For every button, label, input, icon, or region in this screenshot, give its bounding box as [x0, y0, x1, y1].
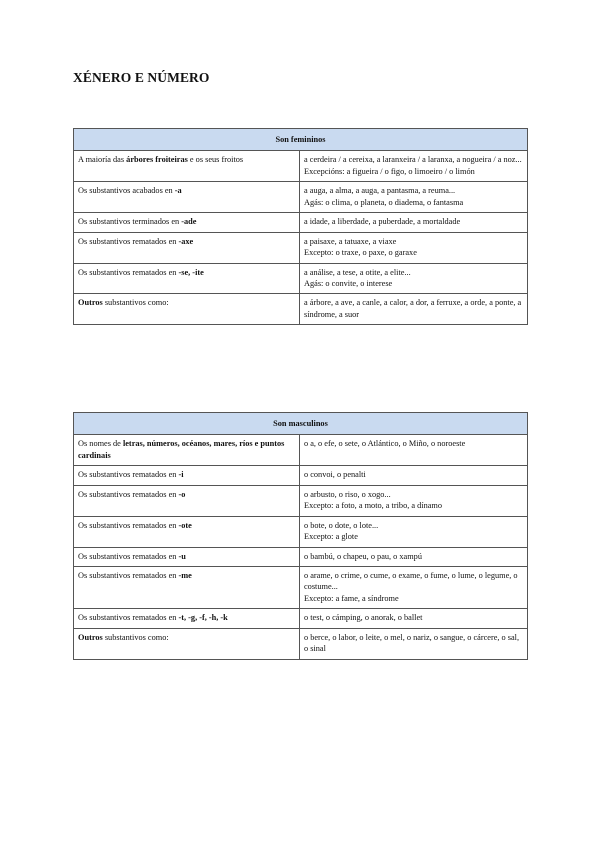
- examples-cell: o bote, o dote, o lote... Excepto: a glote: [300, 516, 528, 547]
- examples-cell: a auga, a alma, a auga, a pantasma, a reuma... Agás: o clima, o planeta, o diadema, o fantasma: [300, 182, 528, 213]
- examples-cell: o a, o efe, o sete, o Atlántico, o Miño, o noroeste: [300, 435, 528, 466]
- examples-cell: o arame, o crime, o cume, o exame, o fume, o lume, o legume, o costume... Excepto: a fame, a síndrome: [300, 566, 528, 608]
- table-row: [74, 466, 528, 485]
- table-row: [74, 213, 528, 232]
- rule-cell: Os substantivos rematados en -i: [74, 466, 300, 485]
- examples-cell: a árbore, a ave, a canle, a calor, a dor, a ferruxe, a orde, a ponte, a síndrome, a suor: [300, 294, 528, 325]
- examples-cell: a paisaxe, a tatuaxe, a viaxe Excepto: o traxe, o paxe, o garaxe: [300, 232, 528, 263]
- rule-cell: Os substantivos terminados en -ade: [74, 213, 300, 232]
- rule-cell: Os substantivos rematados en -t, -g, -f, -h, -k: [74, 609, 300, 628]
- rule-cell: Os substantivos rematados en -me: [74, 566, 300, 608]
- table-row: [74, 485, 528, 516]
- masculine-table: [73, 412, 528, 660]
- table-row: [74, 151, 528, 182]
- examples-cell: o berce, o labor, o leite, o mel, o nariz, o sangue, o cárcere, o sal, o sinal: [300, 628, 528, 659]
- rule-cell: Outros substantivos como:: [74, 294, 300, 325]
- rule-cell: Os substantivos rematados en -ote: [74, 516, 300, 547]
- examples-cell: o test, o cámping, o anorak, o ballet: [300, 609, 528, 628]
- examples-cell: a análise, a tese, a otite, a elite... Agás: o convite, o interese: [300, 263, 528, 294]
- table-row: [74, 232, 528, 263]
- rule-cell: Os substantivos acabados en -a: [74, 182, 300, 213]
- table-row: [74, 182, 528, 213]
- page-title: XÉNERO E NÚMERO: [73, 70, 210, 85]
- feminine-table: [73, 128, 528, 325]
- table-row: [74, 435, 528, 466]
- table-row: [74, 609, 528, 628]
- rule-cell: Os substantivos rematados en -o: [74, 485, 300, 516]
- feminine-header: Son femininos: [74, 129, 528, 151]
- rule-cell: Outros substantivos como:: [74, 628, 300, 659]
- rule-cell: Os substantivos rematados en -se, -ite: [74, 263, 300, 294]
- examples-cell: a idade, a liberdade, a puberdade, a mortaldade: [300, 213, 528, 232]
- masculine-header: Son masculinos: [74, 413, 528, 435]
- table-row: [74, 263, 528, 294]
- table-row: [74, 628, 528, 659]
- rule-cell: Os substantivos rematados en -axe: [74, 232, 300, 263]
- examples-cell: o convoi, o penalti: [300, 466, 528, 485]
- table-row: [74, 516, 528, 547]
- examples-cell: a cerdeira / a cereixa, a laranxeira / a laranxa, a nogueira / a noz... Excepcións: a figueira / o figo, o limoeiro / o limón: [300, 151, 528, 182]
- rule-cell: A maioría das árbores froiteiras e os seus froitos: [74, 151, 300, 182]
- rule-cell: Os substantivos rematados en -u: [74, 547, 300, 566]
- table-row: [74, 566, 528, 608]
- rule-cell: Os nomes de letras, números, océanos, mares, ríos e puntos cardinais: [74, 435, 300, 466]
- examples-cell: o bambú, o chapeu, o pau, o xampú: [300, 547, 528, 566]
- table-row: [74, 547, 528, 566]
- table-row: [74, 294, 528, 325]
- examples-cell: o arbusto, o riso, o xogo... Excepto: a foto, a moto, a tribo, a dínamo: [300, 485, 528, 516]
